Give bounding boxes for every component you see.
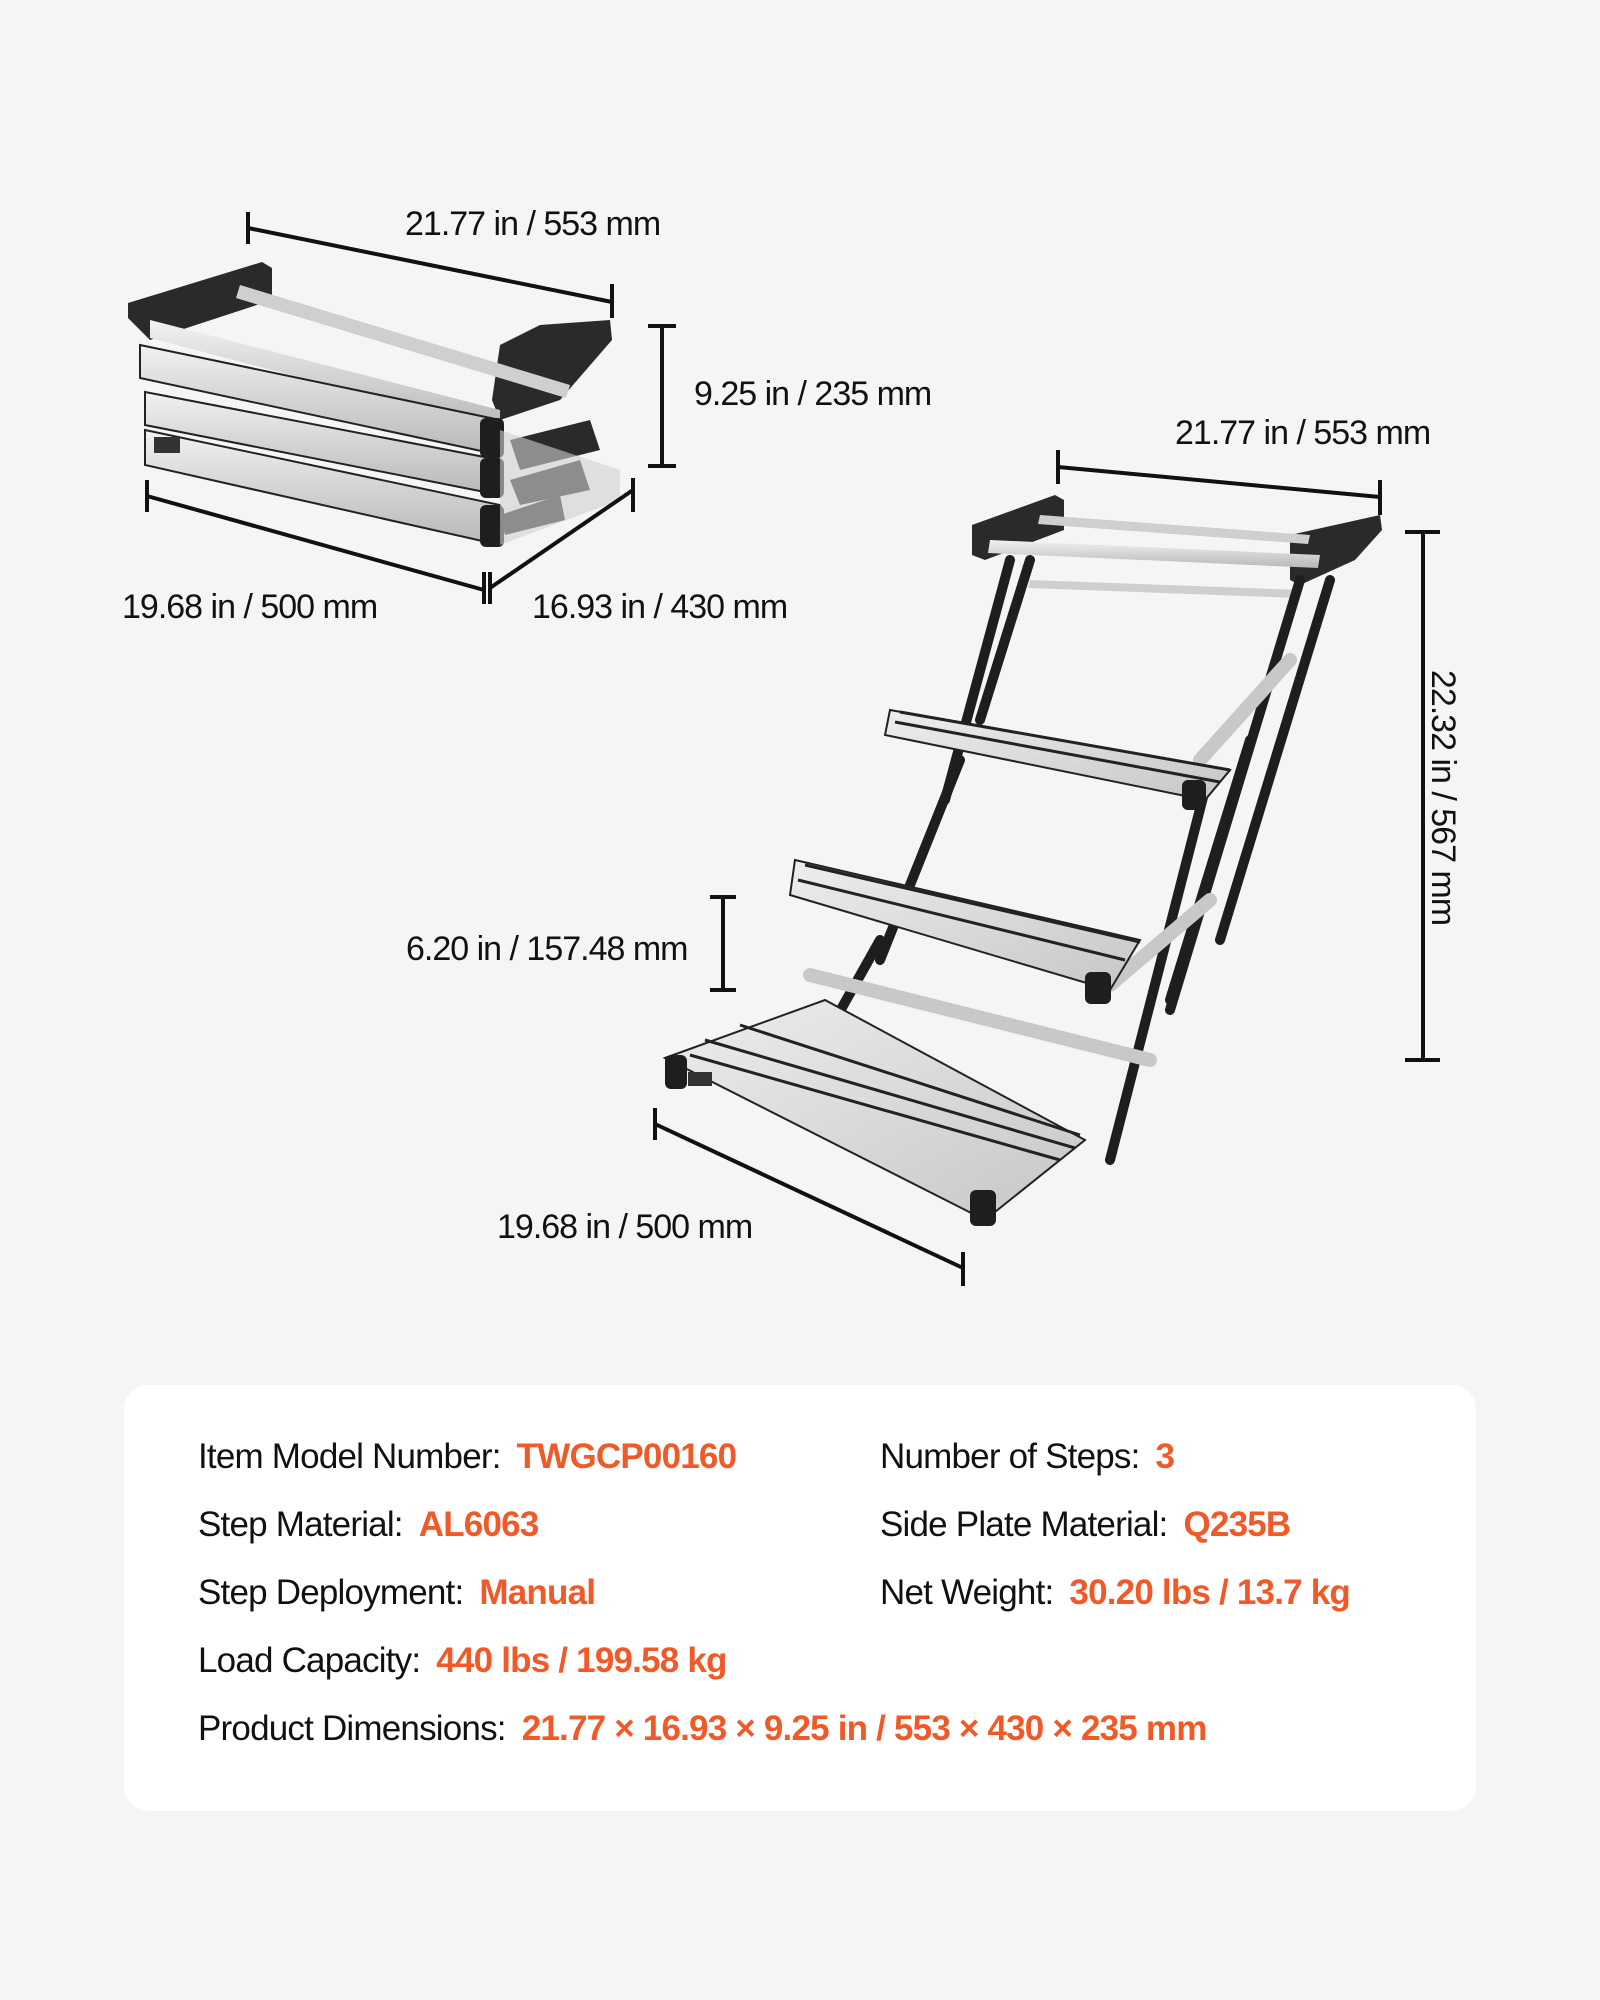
spec-label: Load Capacity: bbox=[198, 1641, 421, 1680]
spec-value: Manual bbox=[479, 1573, 596, 1612]
spec-value: 30.20 lbs / 13.7 kg bbox=[1069, 1573, 1350, 1612]
spec-number-of-steps bbox=[880, 1437, 1174, 1477]
brand-label bbox=[688, 1072, 712, 1086]
spec-side-plate-material bbox=[880, 1505, 1290, 1545]
spec-label: Step Material: bbox=[198, 1505, 403, 1544]
deployed-width-label: 21.77 in / 553 mm bbox=[1175, 414, 1431, 452]
spec-item-model-number bbox=[198, 1437, 736, 1477]
deployed-length-label: 19.68 in / 500 mm bbox=[497, 1208, 753, 1246]
brand-label bbox=[154, 437, 180, 453]
spec-product-dimensions bbox=[198, 1709, 1207, 1749]
folded-length-label: 19.68 in / 500 mm bbox=[122, 588, 378, 626]
spec-label: Side Plate Material: bbox=[880, 1505, 1168, 1544]
spec-value: TWGCP00160 bbox=[516, 1437, 737, 1476]
spec-label: Step Deployment: bbox=[198, 1573, 464, 1612]
spec-value: Q235B bbox=[1183, 1505, 1291, 1544]
spec-value: AL6063 bbox=[418, 1505, 539, 1544]
folded-height-label: 9.25 in / 235 mm bbox=[694, 375, 932, 413]
spec-label: Product Dimensions: bbox=[198, 1709, 506, 1748]
spec-label: Net Weight: bbox=[880, 1573, 1054, 1612]
spec-value: 21.77 × 16.93 × 9.25 in / 553 × 430 × 235 mm bbox=[521, 1709, 1207, 1748]
deployed-height-label: 22.32 in / 567 mm bbox=[1424, 669, 1463, 926]
spec-load-capacity bbox=[198, 1641, 727, 1681]
folded-depth-label: 16.93 in / 430 mm bbox=[532, 588, 788, 626]
folded-step-illustration bbox=[128, 262, 620, 547]
spec-label: Item Model Number: bbox=[198, 1437, 501, 1476]
step-rise-label: 6.20 in / 157.48 mm bbox=[406, 930, 688, 968]
spec-net-weight bbox=[880, 1573, 1350, 1613]
spec-label: Number of Steps: bbox=[880, 1437, 1140, 1476]
specs-card bbox=[124, 1385, 1476, 1811]
spec-value: 440 lbs / 199.58 kg bbox=[436, 1641, 727, 1680]
spec-step-material bbox=[198, 1505, 538, 1545]
folded-width-label: 21.77 in / 553 mm bbox=[405, 205, 661, 243]
spec-value: 3 bbox=[1155, 1437, 1175, 1476]
spec-step-deployment bbox=[198, 1573, 595, 1613]
